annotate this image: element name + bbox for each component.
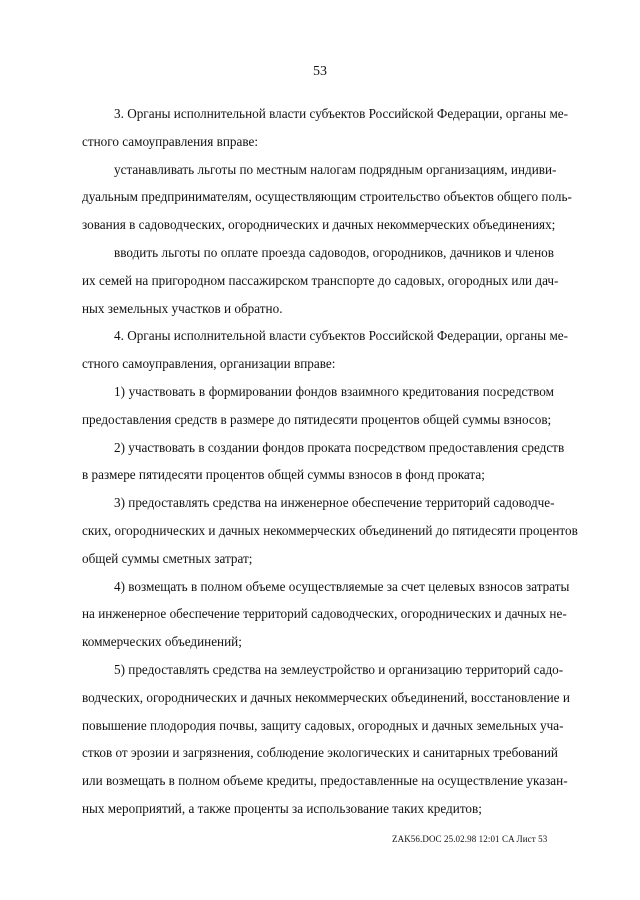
document-body	[82, 100, 578, 823]
paragraph-line: 3) предоставлять средства на инженерное обеспечение территорий садоводче-	[114, 495, 555, 511]
paragraph-line: повышение плодородия почвы, защиту садовых, огородных и дачных земельных уча-	[82, 717, 564, 733]
paragraph-line: 3. Органы исполнительной власти субъектов Российской Федерации, органы ме-	[114, 106, 569, 121]
paragraph-line: дуальным предпринимателям, осуществляющим строительство объектов общего поль-	[82, 189, 572, 205]
paragraph	[82, 489, 578, 572]
paragraph-line: общей суммы сметных затрат;	[82, 550, 253, 566]
paragraph-line: устанавливать льготы по местным налогам подрядным организациям, индиви-	[114, 161, 557, 177]
paragraph-line: их семей на пригородном пассажирском транспорте до садовых, огородных или дач-	[82, 272, 559, 288]
paragraph-line: на инженерное обеспечение территорий садоводческих, огороднических и дачных не-	[82, 606, 567, 622]
paragraph	[82, 434, 565, 490]
paragraph	[82, 100, 569, 156]
page-number: 53	[313, 64, 327, 79]
paragraph-line: 2) участвовать в создании фондов проката посредством предоставления средств	[114, 439, 565, 455]
paragraph-line: стного самоуправления, организации вправе:	[82, 356, 336, 372]
paragraph-line: коммерческих объединений;	[82, 634, 242, 650]
paragraph-line: стков от эрозии и загрязнения, соблюдение экологических и санитарных требований	[82, 745, 558, 761]
paragraph-line: водческих, огороднических и дачных некоммерческих объединений, восстановление и	[82, 689, 570, 705]
page-footer: ZAK56.DOC 25.02.98 12:01 CA Лист 53	[392, 834, 548, 844]
paragraph-line: в размере пятидесяти процентов общей суммы взносов в фонд проката;	[82, 467, 485, 483]
paragraph-line: 1) участвовать в формировании фондов взаимного кредитования посредством	[114, 383, 554, 399]
paragraph-line: 4) возмещать в полном объеме осуществляемые за счет целевых взносов затраты	[114, 578, 570, 594]
paragraph-line: зования в садоводческих, огороднических и дачных некоммерческих объединениях;	[82, 217, 556, 233]
paragraph-line: вводить льготы по оплате проезда садоводов, огородников, дачников и членов	[114, 244, 554, 260]
paragraph-line: 4. Органы исполнительной власти субъектов Российской Федерации, органы ме-	[114, 328, 569, 344]
paragraph-line: или возмещать в полном объеме кредиты, предоставленные на осуществление указан-	[82, 773, 568, 789]
paragraph	[82, 573, 570, 656]
paragraph	[82, 378, 554, 434]
paragraph-line: стного самоуправления вправе:	[82, 133, 259, 149]
paragraph-line: ных мероприятий, а также проценты за использование таких кредитов;	[82, 800, 482, 816]
paragraph	[82, 156, 572, 239]
paragraph-line: ных земельных участков и обратно.	[82, 300, 283, 316]
paragraph-line: 5) предоставлять средства на землеустройство и организацию территорий садо-	[114, 661, 564, 677]
paragraph-line: предоставления средств в размере до пятидесяти процентов общей суммы взносов;	[82, 411, 552, 427]
paragraph-line: ских, огороднических и дачных некоммерческих объединений до пятидесяти процентов	[82, 522, 578, 538]
paragraph	[82, 322, 569, 378]
paragraph	[82, 239, 559, 322]
paragraph	[82, 656, 570, 823]
